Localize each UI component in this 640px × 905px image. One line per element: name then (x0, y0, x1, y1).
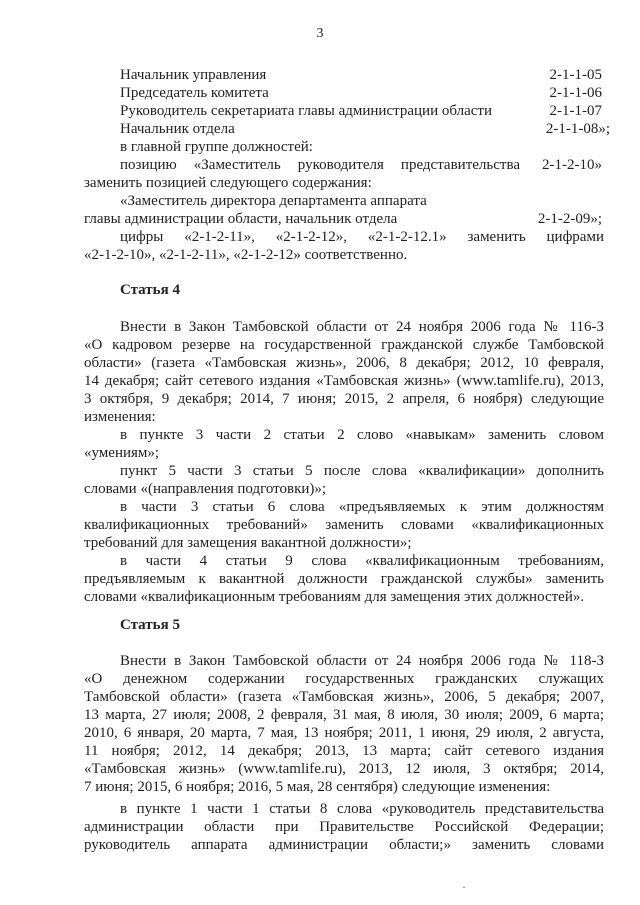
word: позицию (120, 157, 177, 173)
paragraph-line: администрации области при Правительстве Российской Федерации; (84, 819, 604, 835)
paragraph-line: изменения: (84, 409, 156, 425)
paragraph-line: в пункте 3 части 2 статьи 2 слово «навыкам» заменить словом (120, 427, 604, 443)
word: «Заместитель (193, 157, 281, 173)
scan-speck: · (462, 880, 466, 894)
digits-line (120, 228, 604, 246)
position-code: 2-1-2-10» (542, 157, 602, 173)
paragraph-line: 3 октября, 9 декабря; 2014, 7 июня; 2015, 2 апреля, 6 ноября) следующие (84, 391, 604, 407)
paragraph-line: словами «квалификационным требованиям для замещения этих должностей». (84, 589, 585, 605)
word: «2-1-2-12», (275, 229, 348, 245)
paragraph-line: в части 4 статьи 9 слова «квалификационным требованиям, (120, 553, 604, 569)
paragraph-line: 14 декабря; сайт сетевого издания «Тамбовская жизнь» (www.tamlife.ru), 2013, (84, 373, 604, 389)
position-code: 2-1-1-05 (549, 67, 602, 83)
paragraph-line: области» (газета «Тамбовская жизнь», 2006, 8 декабря; 2012, 10 февраля, (84, 355, 604, 371)
word: «2-1-2-11», (184, 229, 255, 245)
article-5-heading: Статья 5 (120, 617, 180, 633)
position-replace-line (120, 156, 520, 174)
paragraph-line: «Тамбовская жизнь» (www.tamlife.ru), 2013, 12 июля, 3 октября; 2014, (84, 761, 604, 777)
word: цифры (120, 229, 164, 245)
replace-line: заменить позицией следующего содержания: (84, 175, 372, 191)
paragraph-line: руководитель аппарата администрации области;» заменить словами (84, 837, 604, 853)
main-group-line: в главной группе должностей: (120, 139, 313, 155)
position-code: 2-1-2-09»; (537, 211, 602, 227)
paragraph-line: пункт 5 части 3 статьи 5 после слова «квалификации» дополнить (120, 463, 604, 479)
word: «2-1-2-12.1» (367, 229, 447, 245)
paragraph-line: 2010, 6 января, 20 марта, 7 мая, 13 ноября; 2011, 1 июня, 29 июля, 2 августа, (84, 725, 604, 741)
position-title: Руководитель секретариата главы администрации области (120, 103, 492, 119)
position-title: Начальник управления (120, 67, 267, 83)
paragraph-line: Внести в Закон Тамбовской области от 24 ноября 2006 года № 116-З (120, 319, 604, 335)
article-4-heading: Статья 4 (120, 282, 180, 298)
paragraph-line: «умениям»; (84, 445, 160, 461)
digits-line: «2-1-2-10», «2-1-2-11», «2-1-2-12» соответственно. (84, 247, 408, 263)
position-code: 2-1-1-08»; (545, 121, 610, 137)
word: цифрами (546, 229, 604, 245)
page-number: 3 (316, 26, 324, 41)
paragraph-line: в части 3 статьи 6 слова «предъявляемых к этим должностям (120, 499, 604, 515)
paragraph-line: требований для замещения вакантной должности»; (84, 535, 412, 551)
paragraph-line: предъявляемым к вакантной должности гражданской службы» заменить (84, 571, 604, 587)
paragraph-line: Внести в Закон Тамбовской области от 24 ноября 2006 года № 118-З (120, 653, 604, 669)
position-code: 2-1-1-07 (549, 103, 602, 119)
new-position-line: «Заместитель директора департамента аппарата (120, 193, 427, 209)
position-title: Председатель комитета (120, 85, 269, 101)
paragraph-line: 11 ноября; 2012, 14 декабря; 2013, 13 марта; сайт сетевого издания (84, 743, 604, 759)
paragraph-line: «О денежном содержании государственных гражданских служащих (84, 671, 604, 687)
paragraph-line: 7 июня; 2015, 6 ноября; 2016, 5 мая, 28 сентября) следующие изменения: (84, 779, 551, 795)
paragraph-line: словами «(направления подготовки)»; (84, 481, 327, 497)
paragraph-line: «О кадровом резерве на государственной гражданской службе Тамбовской (84, 337, 604, 353)
position-title: Начальник отдела (120, 121, 235, 137)
paragraph-line: Тамбовской области» (газета «Тамбовская жизнь», 2006, 5 декабря; 2007, (84, 689, 604, 705)
paragraph-line: квалификационных требований» заменить словами «квалификационных (84, 517, 604, 533)
word: представительства (400, 157, 520, 173)
word: руководителя (297, 157, 384, 173)
position-code: 2-1-1-06 (549, 85, 602, 101)
paragraph-line: в пункте 1 части 1 статьи 8 слова «руководитель представительства (120, 801, 604, 817)
new-position-line: главы администрации области, начальник отдела (84, 211, 398, 227)
paragraph-line: 13 марта, 27 июля; 2008, 2 февраля, 31 мая, 8 июля, 30 июля; 2009, 6 марта; (84, 707, 604, 723)
word: заменить (467, 229, 526, 245)
